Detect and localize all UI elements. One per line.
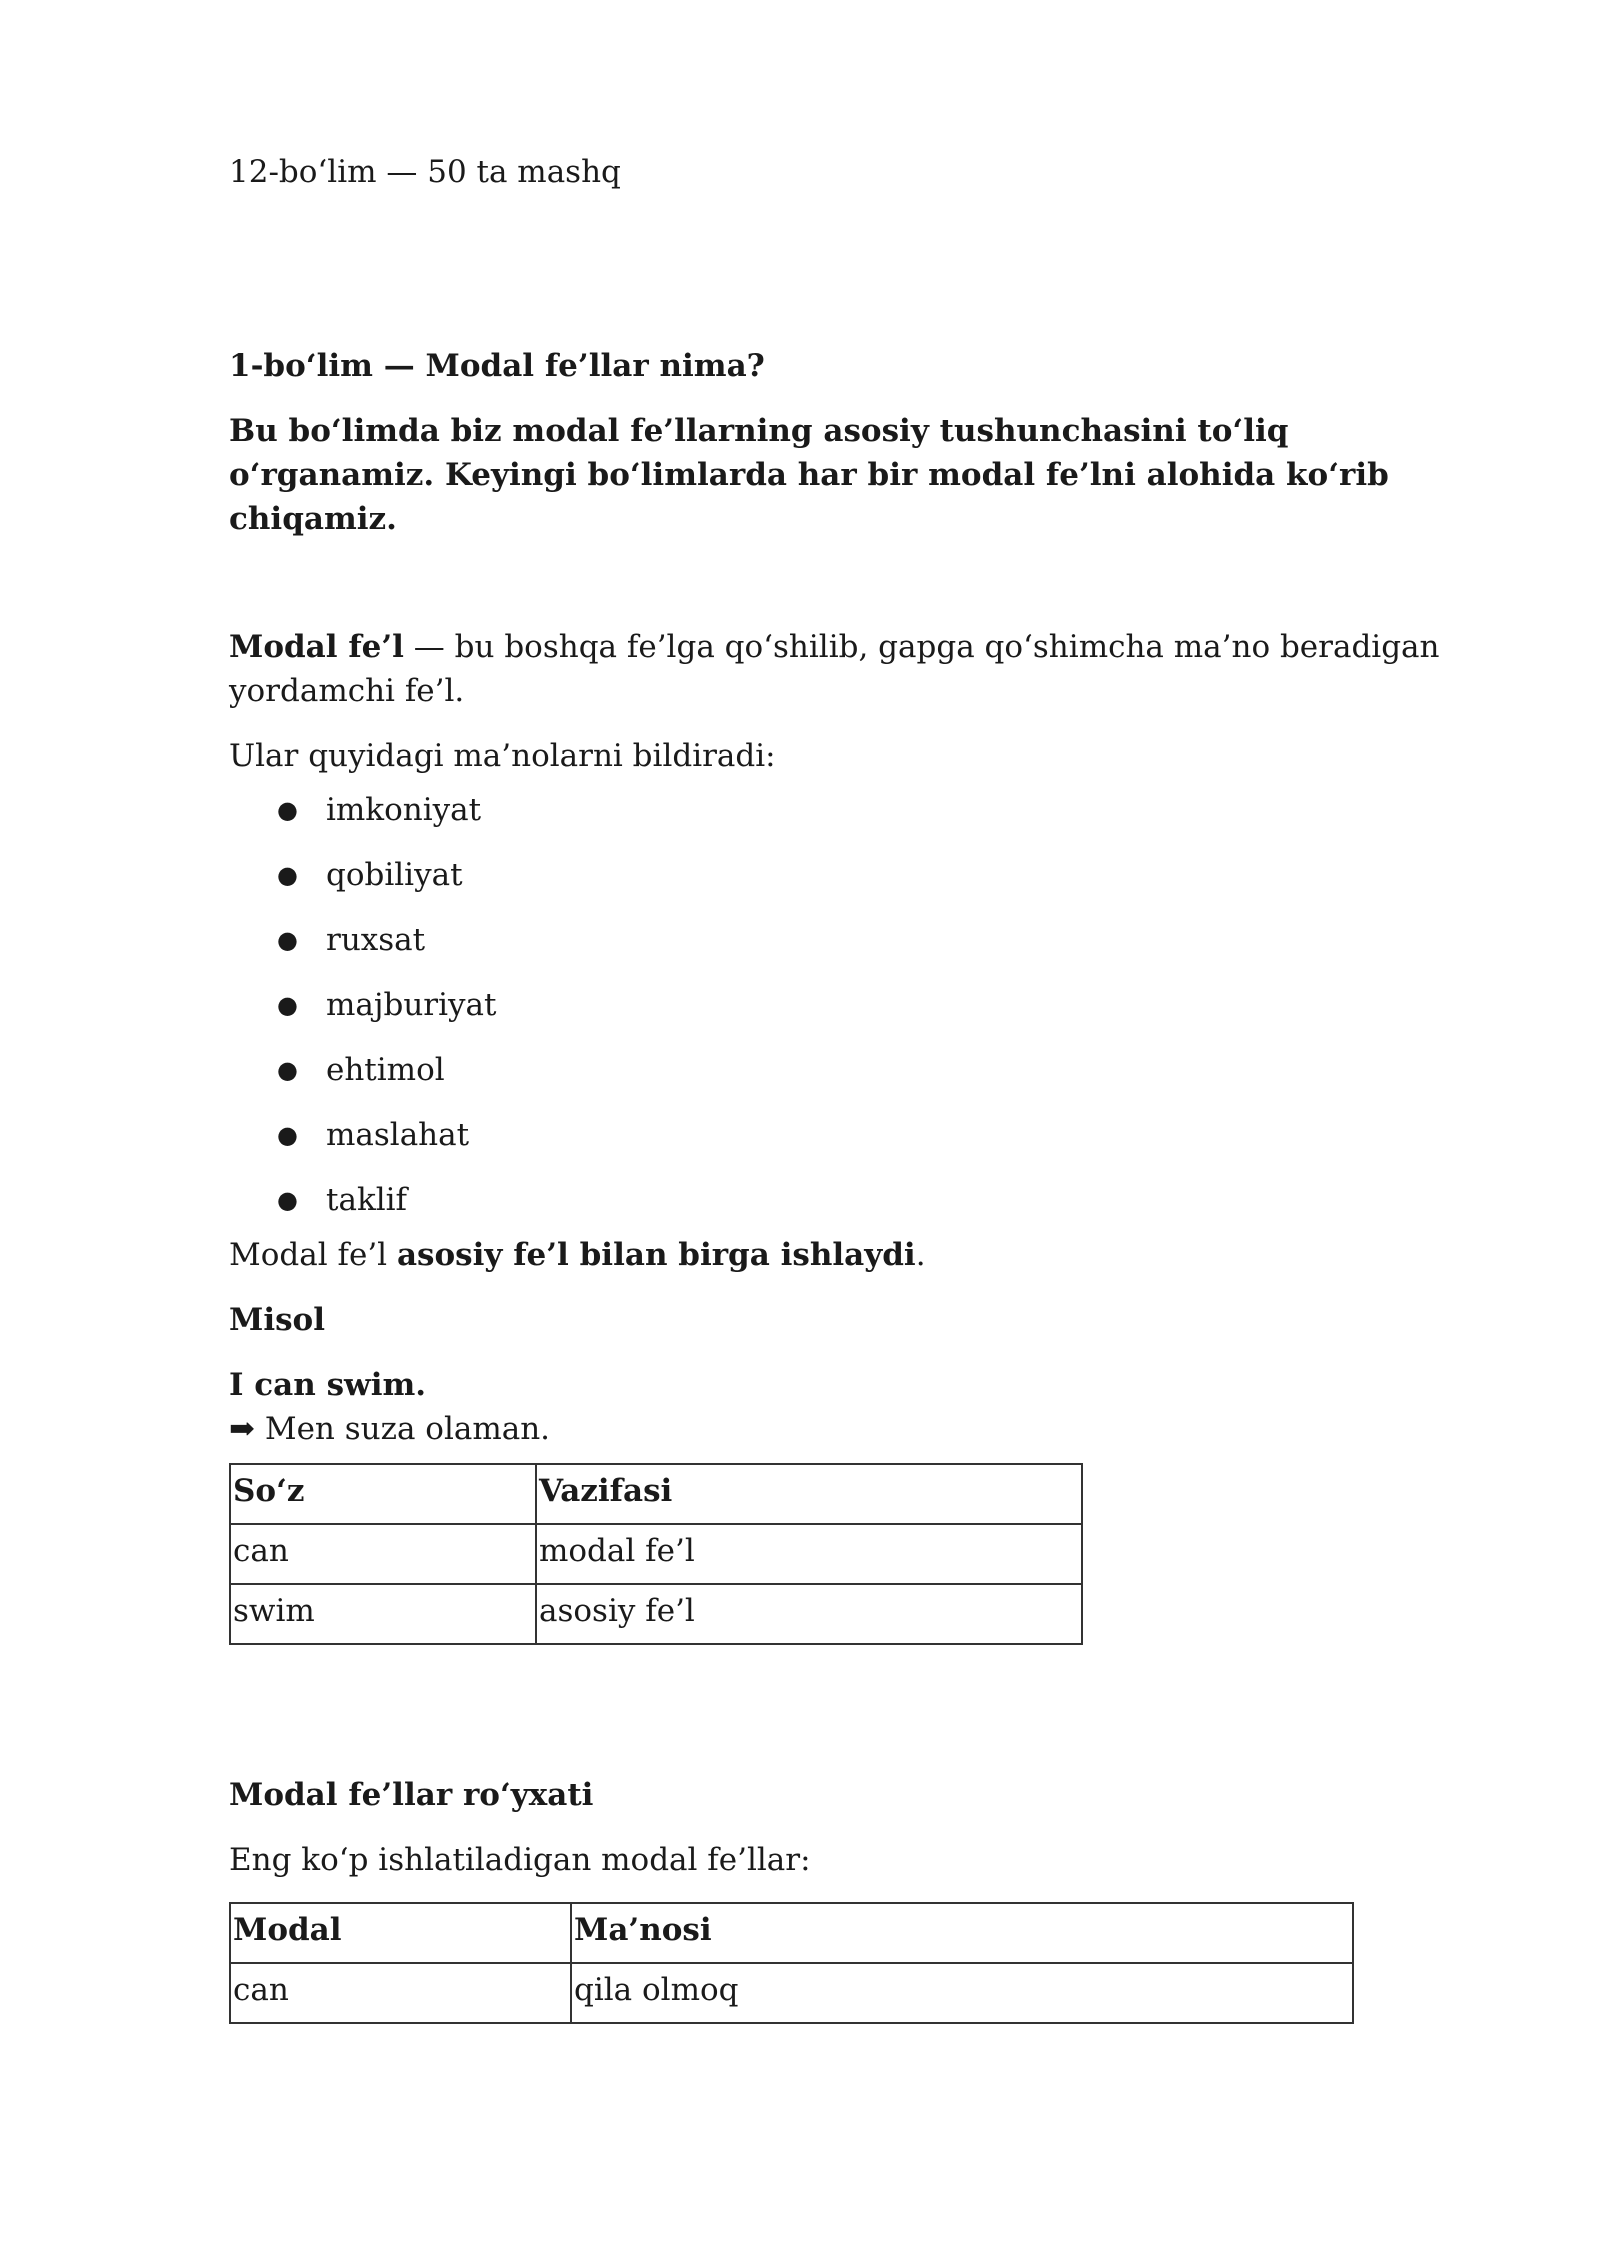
definition-term: Modal fe’l: [229, 629, 404, 665]
document-content: [229, 150, 1479, 2024]
works-with-paragraph: Modal fe’l asosiy fe’l bilan birga ishlaydi.: [229, 1237, 926, 1273]
definition-paragraph: [229, 625, 1479, 713]
list-item: ● maslahat: [229, 1103, 1479, 1168]
table-header-cell: Ma’nosi: [571, 1903, 1353, 1963]
table-row: [230, 1584, 1082, 1644]
table-cell: can: [230, 1524, 536, 1584]
example-label: Misol: [229, 1302, 325, 1338]
section-title: Modal fe’llar ro‘yxati: [229, 1777, 594, 1813]
list-item: ● ehtimol: [229, 1038, 1479, 1103]
section-intro: Bu bo‘limda biz modal fe’llarning asosiy tushunchasini to‘liq o‘rganamiz. Keyingi bo‘limlarda har bir modal fe’lni alohida ko‘rib chiqamiz.: [229, 413, 1389, 537]
word-function-table: [229, 1463, 1083, 1645]
bullet-icon: ●: [277, 991, 298, 1019]
meanings-intro: Ular quyidagi ma’nolarni bildiradi:: [229, 738, 776, 774]
bullet-icon: ●: [277, 861, 298, 889]
table-row: [230, 1524, 1082, 1584]
section-title: 1-bo‘lim — Modal fe’llar nima?: [229, 348, 765, 384]
example-sentence: I can swim.: [229, 1367, 427, 1403]
table-header-cell: Modal: [230, 1903, 571, 1963]
table-header-cell: So‘z: [230, 1464, 536, 1524]
table-header-row: [230, 1464, 1082, 1524]
bullet-icon: ●: [277, 1056, 298, 1084]
bullet-icon: ●: [277, 1186, 298, 1214]
table-cell: asosiy fe’l: [536, 1584, 1082, 1644]
list-item: ● ruxsat: [229, 908, 1479, 973]
table-cell: can: [230, 1963, 571, 2023]
list-item: ● imkoniyat: [229, 778, 1479, 843]
table-header-cell: Vazifasi: [536, 1464, 1082, 1524]
example-translation: ➡ Men suza olaman.: [229, 1411, 551, 1447]
list-item: ● majburiyat: [229, 973, 1479, 1038]
table-cell: swim: [230, 1584, 536, 1644]
header-text: 12-bo‘lim — 50 ta mashq: [229, 154, 621, 190]
bullet-icon: ●: [277, 926, 298, 954]
modal-meaning-table: [229, 1902, 1354, 2024]
bullet-icon: ●: [277, 1121, 298, 1149]
table-header-row: [230, 1903, 1353, 1963]
table-cell: qila olmoq: [571, 1963, 1353, 2023]
table-cell: modal fe’l: [536, 1524, 1082, 1584]
definition-text: — bu boshqa fe’lga qo‘shilib, gapga qo‘shimcha ma’no beradigan yordamchi fe’l.: [229, 629, 1440, 709]
list-item: ● qobiliyat: [229, 843, 1479, 908]
bullet-icon: ●: [277, 796, 298, 824]
section-intro: Eng ko‘p ishlatiladigan modal fe’llar:: [229, 1842, 811, 1878]
meanings-list: [229, 778, 1479, 1233]
list-item: ● taklif: [229, 1168, 1479, 1233]
table-row: [230, 1963, 1353, 2023]
